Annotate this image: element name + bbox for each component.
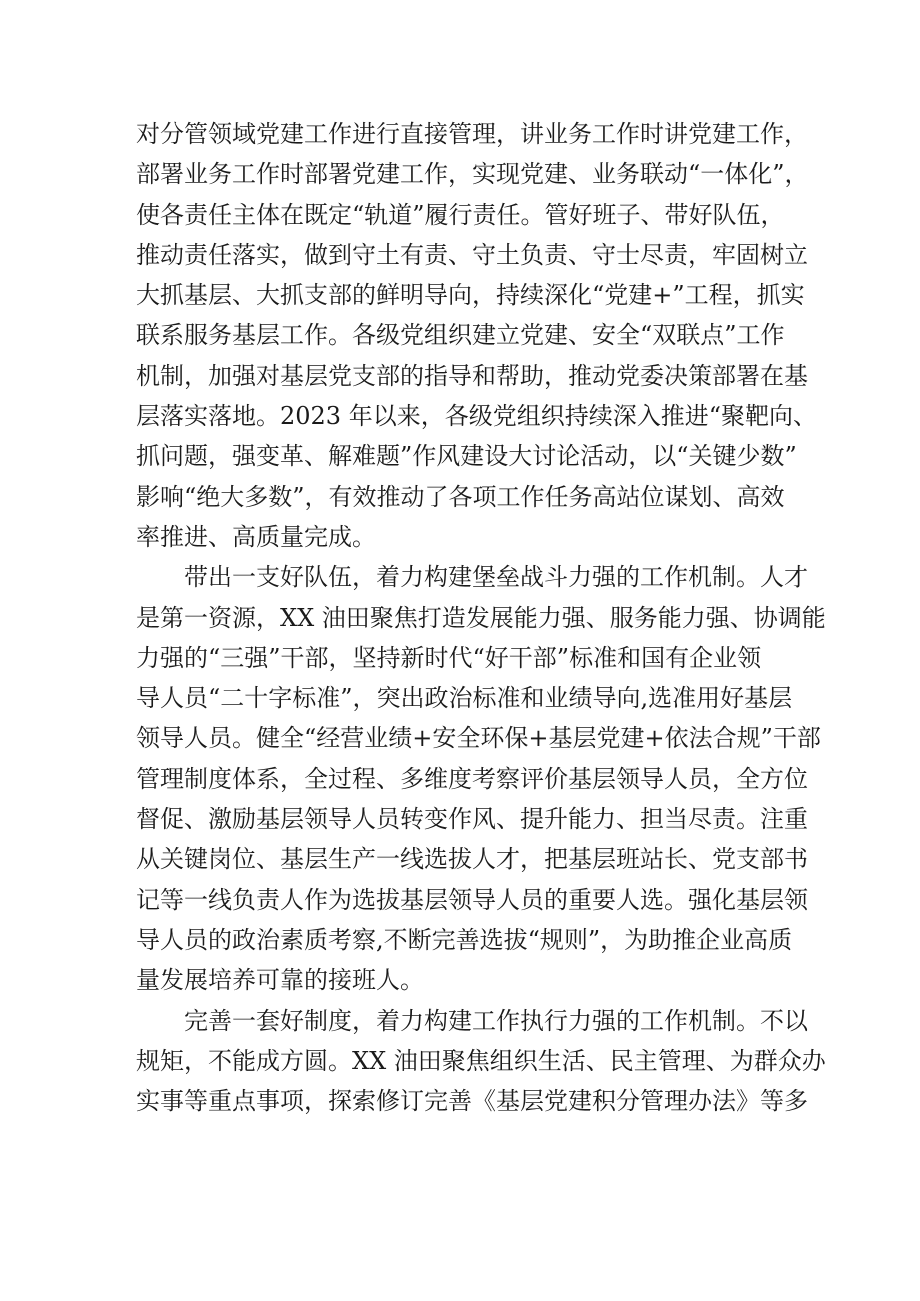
- text-line: 量发展培养可靠的接班人。: [136, 966, 424, 995]
- text-line: 影响“绝大多数”，有效推动了各项工作任务高站位谋划、高效: [136, 482, 785, 511]
- text-line: 从关键岗位、基层生产一线选拔人才，把基层班站长、党支部书: [136, 845, 808, 874]
- text-line: 推动责任落实，做到守土有责、守土负责、守士尽责，牢固树立: [136, 240, 808, 269]
- text-line: 层落实落地。2023 年以来，各级党组织持续深入推进“聚靶向、: [136, 402, 817, 431]
- text-line: 力强的“三强”干部，坚持新时代“好干部”标准和国有企业领: [136, 643, 762, 672]
- text-line: 是第一资源，XX 油田聚焦打造发展能力强、服务能力强、协调能: [136, 603, 826, 632]
- text-line: 对分管领域党建工作进行直接管理，讲业务工作时讲党建工作，: [136, 120, 808, 148]
- text-line: 大抓基层、大抓支部的鲜明导向，持续深化“党建+”工程，抓实: [136, 281, 805, 310]
- text-line: 机制，加强对基层党支部的指导和帮助，推动党委决策部署在基: [136, 361, 808, 390]
- text-line: 联系服务基层工作。各级党组织建立党建、安全“双联点”工作: [136, 321, 785, 350]
- text-line: 导人员的政治素质考察,不断完善选拔“规则”，为助推企业高质: [136, 925, 793, 954]
- paragraph-first-line: 完善一套好制度，着力构建工作执行力强的工作机制。不以: [184, 1006, 808, 1035]
- text-line: 督促、激励基层领导人员转变作风、提升能力、担当尽责。注重: [136, 805, 808, 834]
- text-line: 部署业务工作时部署党建工作，实现党建、业务联动“一体化”，: [136, 160, 809, 189]
- text-line: 实事等重点事项，探索修订完善《基层党建积分管理办法》等多: [136, 1087, 808, 1116]
- text-line: 导人员“二十字标准”，突出政治标准和业绩导向,选准用好基层: [136, 684, 793, 713]
- text-line: 领导人员。健全“经营业绩+安全环保+基层党建+依法合规”干部: [136, 724, 821, 753]
- text-line: 记等一线负责人作为选拔基层领导人员的重要人选。强化基层领: [136, 885, 808, 914]
- text-line: 规矩，不能成方圆。XX 油田聚焦组织生活、民主管理、为群众办: [136, 1046, 826, 1075]
- text-line: 管理制度体系，全过程、多维度考察评价基层领导人员，全方位: [136, 764, 808, 793]
- text-line: 使各责任主体在既定“轨道”履行责任。管好班子、带好队伍，: [136, 200, 785, 229]
- text-line: 抓问题，强变革、解难题”作风建设大讨论活动，以“关键少数”: [136, 442, 797, 471]
- text-line: 率推进、高质量完成。: [136, 522, 376, 551]
- document-body: [136, 114, 826, 1121]
- paragraph-first-line: 带出一支好队伍，着力构建堡垒战斗力强的工作机制。人才: [184, 563, 808, 592]
